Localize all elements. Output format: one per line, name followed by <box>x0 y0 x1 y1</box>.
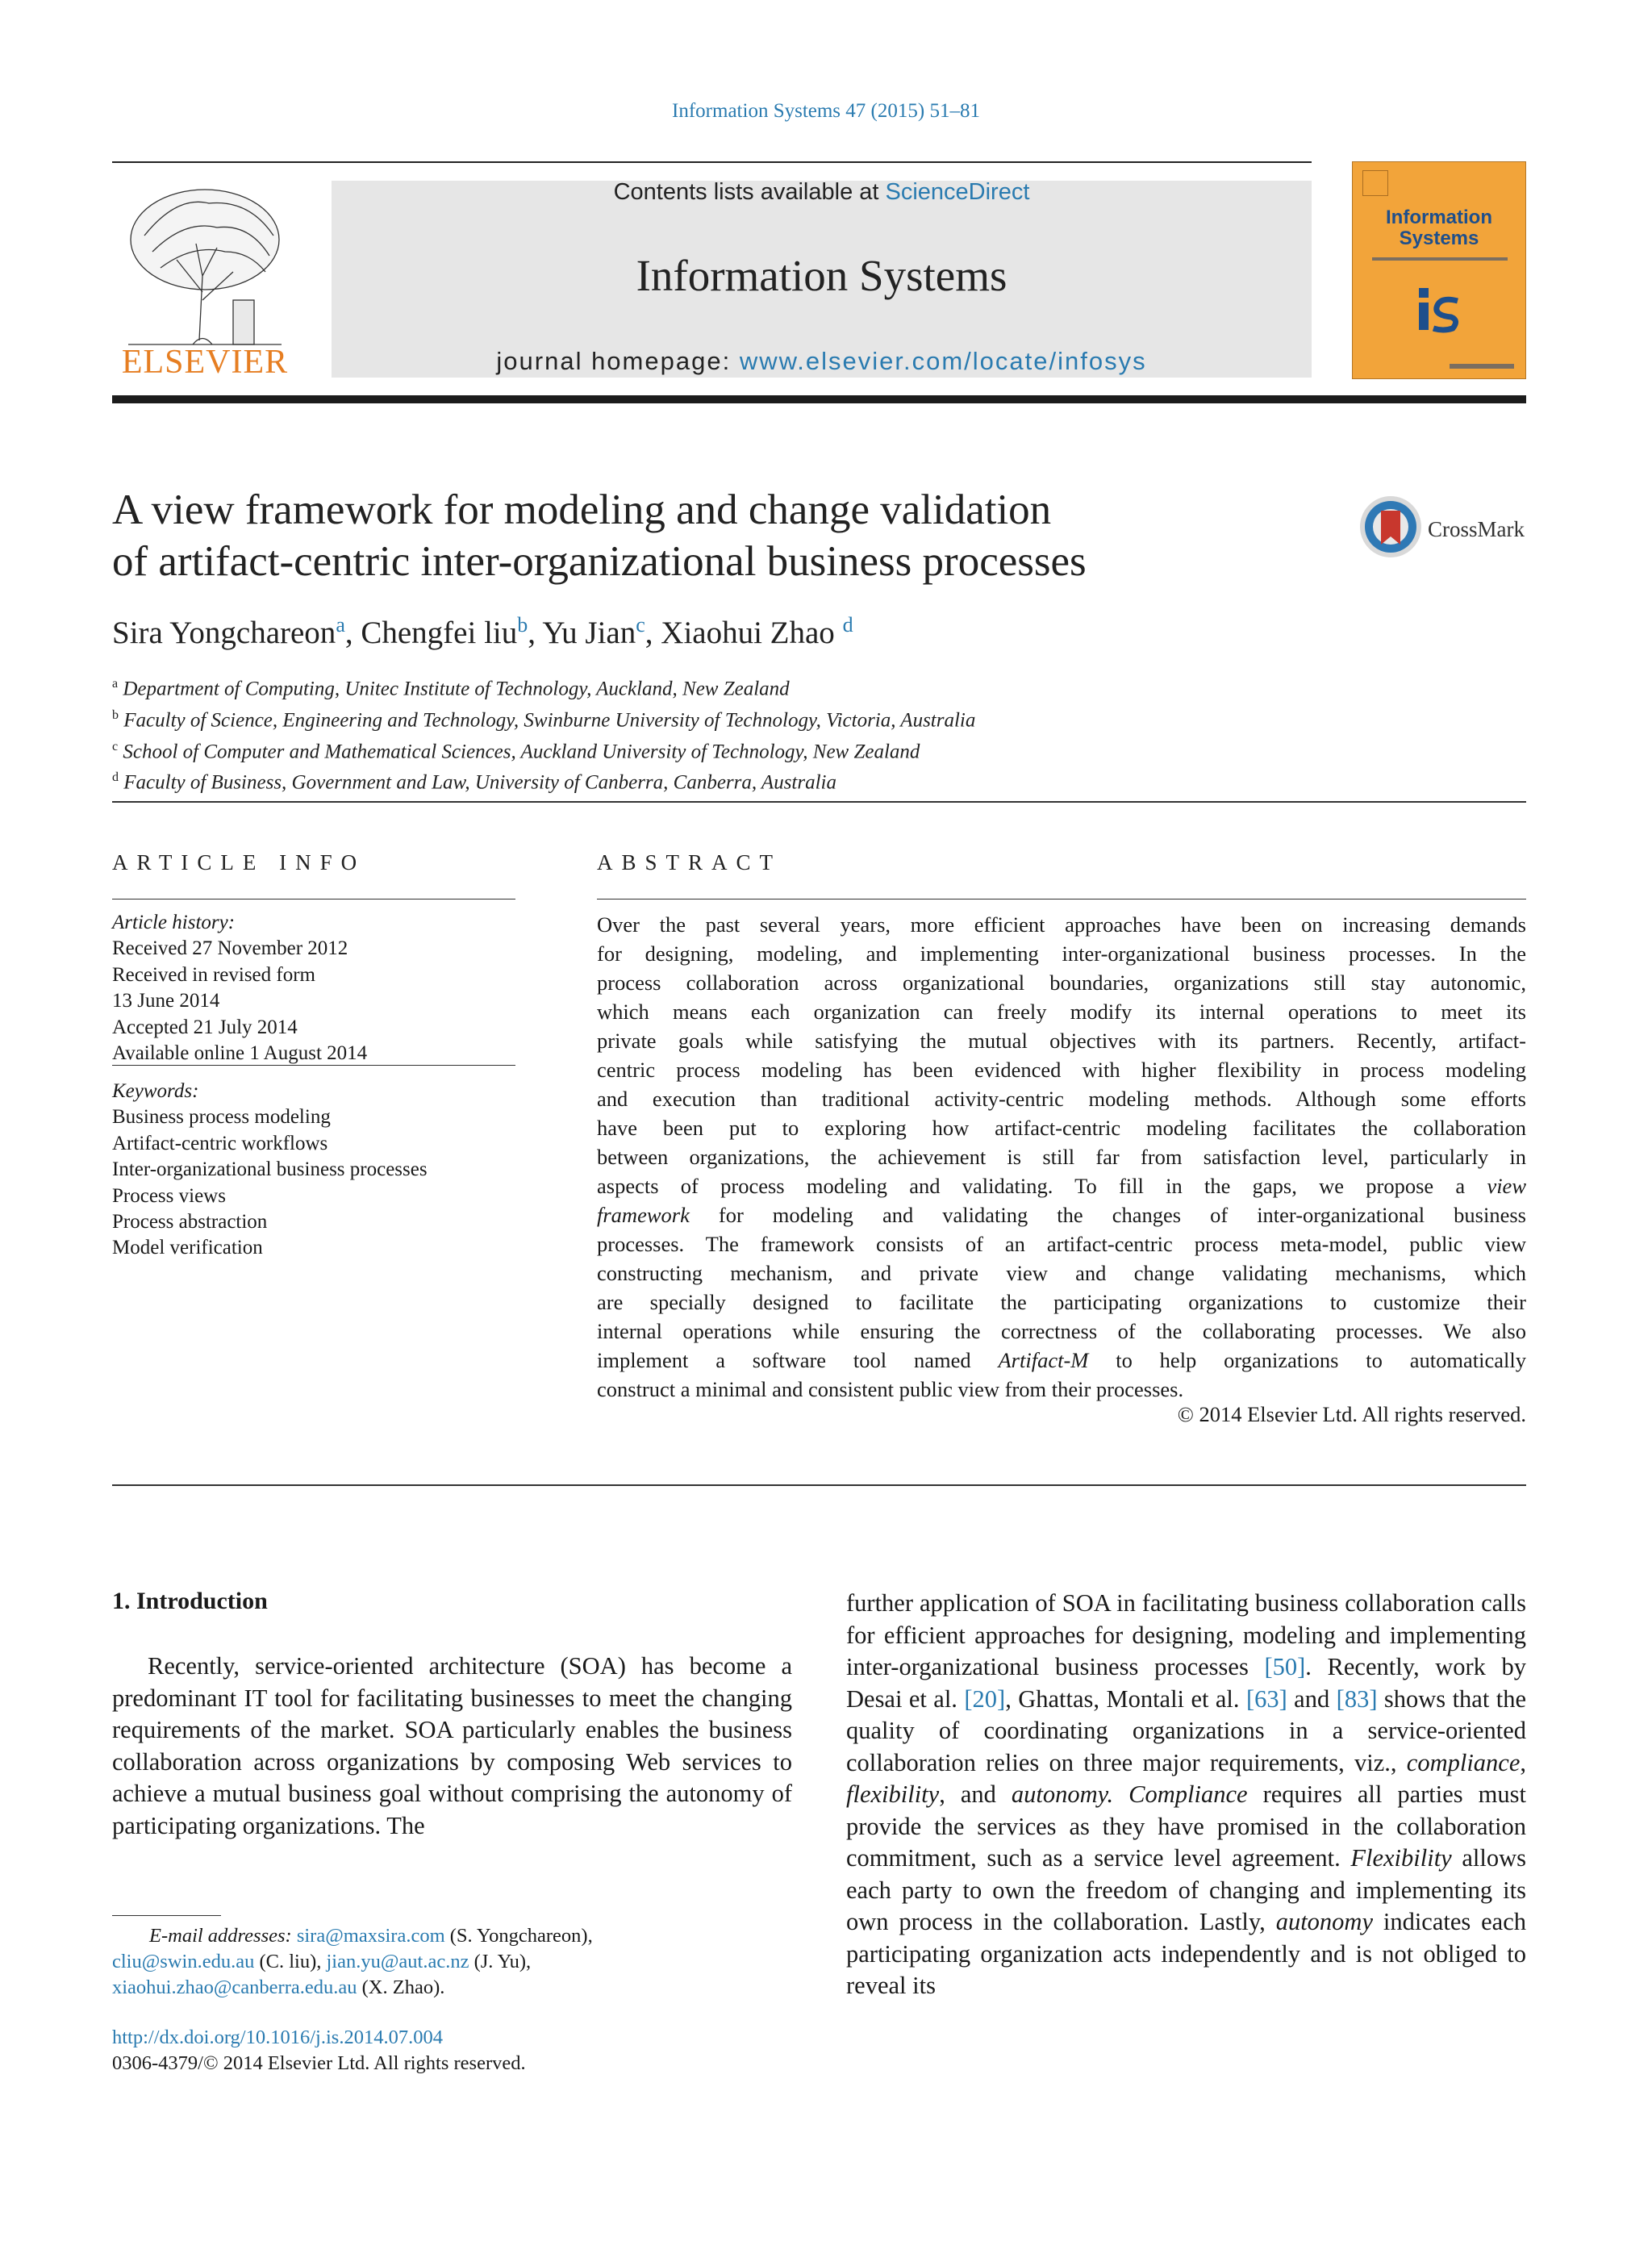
section-heading-introduction: 1. Introduction <box>112 1588 268 1614</box>
affiliation-b: $^b$ Faculty of Science, Engineering and Technology, Swinburne University of Technology, Victoria, Australia <box>112 708 976 732</box>
keyword-item: Business process modeling <box>112 1106 331 1129</box>
affiliation-c: $^c$ School of Computer and Mathematical Sciences, Auckland University of Technology, New Zealand <box>112 739 920 762</box>
body-column-right <box>846 1588 1526 2002</box>
author-1: Sira Yongchareon$^a$, <box>112 613 361 650</box>
author-list <box>112 613 853 651</box>
cover-subtitle-bar <box>1372 257 1508 261</box>
body-column-left <box>112 1651 792 1842</box>
keyword-item: Model verification <box>112 1237 263 1259</box>
email-link[interactable]: sira@maxsira.com <box>296 1925 445 1947</box>
footnote-rule <box>112 1915 221 1916</box>
divider <box>112 801 1526 803</box>
doi-link[interactable]: http://dx.doi.org/10.1016/j.is.2014.07.004 <box>112 2027 443 2048</box>
history-label: Article history: <box>112 912 236 933</box>
abstract-text: Over the past several years, more efficient approaches have been on increasing demands for designing, modeling, and implementing inter-organizational business processes. In the process collaboration across organizational boundaries, organizations still stay autonomic, which means each organization can freely modify its internal operations to meet its private goals while satisfying the mutual objectives with its partners. Recently, artifact- centric process modeling has been evidenced with higher flexibility in process modeling and execution than traditional activity-centric modeling methods. Although some efforts have been put to exploring how artifact-centric modeling facilitates the collaboration between organizations, the achievement is still far from satisfaction level, particularly in aspects of process modeling and validating. To fill in the gaps, we propose a view framework for modeling and validating the changes of inter-organizational business processes. The framework consists of an artifact-centric process meta-model, public view constructing mechanism, and private view and change validating mechanisms, which are specially designed to facilitate the participating organizations to customize their internal operations while ensuring the correctness of the collaborating processes. We also implement a software tool named Artifact-M to help organizations to automatically construct a minimal and consistent public view from their processes. <box>597 912 1526 1401</box>
divider <box>597 899 1526 900</box>
email-link[interactable]: jian.yu@aut.ac.nz <box>326 1951 469 1972</box>
author-3-affil-link[interactable]: c <box>636 613 645 637</box>
divider <box>112 899 515 900</box>
article-title: A view framework for modeling and change validation of artifact-centric inter-organizational business processes <box>112 486 1087 585</box>
citation-link-20[interactable]: [20] <box>964 1684 1006 1713</box>
cover-footer-bar <box>1450 364 1514 369</box>
history-item: Received 27 November 2012 <box>112 937 348 960</box>
author-2-affil-link[interactable]: b <box>517 613 528 637</box>
author-4-affil-link[interactable]: d <box>842 613 853 637</box>
abstract-copyright: © 2014 Elsevier Ltd. All rights reserved. <box>1177 1402 1526 1426</box>
journal-title: Information Systems <box>636 251 1007 300</box>
affiliations <box>112 671 1483 796</box>
history-item: Received in revised form <box>112 963 315 986</box>
email-link[interactable]: xiaohui.zhao@canberra.edu.au <box>112 1976 357 1998</box>
sciencedirect-link[interactable]: ScienceDirect <box>885 179 1030 205</box>
citation-link-83[interactable]: [83] <box>1336 1684 1378 1713</box>
keywords-label: Keywords: <box>112 1080 199 1102</box>
divider <box>112 1065 515 1066</box>
paragraph: Recently, service-oriented architecture (SOA) has become a predominant IT tool for facilitating businesses to meet the changing requirements of the market. SOA particularly enables the business collaboration across organizations by composing Web services to achieve a mutual business goal without comprising the autonomy of participating organizations. The <box>112 1652 792 1839</box>
divider <box>112 1484 1526 1486</box>
crossmark-label: CrossMark <box>1428 517 1525 541</box>
article-info-heading: ARTICLE INFO <box>112 850 366 874</box>
top-rule <box>112 161 1312 163</box>
affiliation-d: $^d$ Faculty of Business, Government and Law, University of Canberra, Canberra, Australia <box>112 770 837 794</box>
history-item: Available online 1 August 2014 <box>112 1042 368 1065</box>
journal-cover[interactable] <box>1352 161 1526 379</box>
citation-link-63[interactable]: [63] <box>1245 1684 1287 1713</box>
email-link[interactable]: cliu@swin.edu.au <box>112 1951 255 1972</box>
history-item: Accepted 21 July 2014 <box>112 1016 298 1038</box>
crossmark-icon <box>1360 496 1421 557</box>
footnote-emails: E-mail addresses: sira@maxsira.com (S. Yongchareon), cliu@swin.edu.au (C. liu), jian.yu@aut.ac.nz (J. Yu), xiaohui.zhao@canberra.edu.au (X. Zhao). <box>112 1925 593 1998</box>
keyword-item: Inter-organizational business processes <box>112 1158 428 1181</box>
issn-line: 0306-4379/© 2014 Elsevier Ltd. All rights reserved. <box>112 2052 526 2074</box>
author-1-affil-link[interactable]: a <box>336 613 345 637</box>
author-2: Chengfei liu$^b$, <box>361 613 543 650</box>
keyword-item: Process abstraction <box>112 1211 268 1233</box>
history-item: 13 June 2014 <box>112 990 220 1012</box>
affiliation-a: $^a$ Department of Computing, Unitec Institute of Technology, Auckland, New Zealand <box>112 677 790 700</box>
homepage-link[interactable]: www.elsevier.com/locate/infosys <box>739 347 1147 375</box>
abstract-heading: ABSTRACT <box>597 850 782 874</box>
elsevier-tree-icon <box>112 179 298 379</box>
author-3: Yu Jian$^c$, <box>542 613 661 650</box>
cover-is-logo-icon <box>1416 285 1464 333</box>
contents-line: Contents lists available at ScienceDirect <box>613 179 1030 205</box>
author-4: Xiaohui Zhao $^d$ <box>661 613 853 650</box>
journal-reference[interactable]: Information Systems 47 (2015) 51–81 <box>672 100 980 122</box>
header-thick-rule <box>112 395 1526 403</box>
crossmark-button[interactable] <box>1358 495 1526 559</box>
article-history <box>112 910 515 1066</box>
keyword-item: Process views <box>112 1184 226 1207</box>
keyword-item: Artifact-centric workflows <box>112 1132 328 1154</box>
elsevier-wordmark: ELSEVIER <box>121 344 289 379</box>
cover-publisher-mark <box>1362 170 1388 196</box>
keywords <box>112 1079 515 1262</box>
paragraph: further application of SOA in facilitating business collaboration calls for efficient approaches for designing, modeling and implementing inter-organizational business processes [50]. Recently, work by Desai et al. [20], Ghattas, Montali et al. [63] and [83] shows that the quality of coordinating organizations in a service-oriented collaboration relies on three major requirements, viz., compliance, flexibility, and autonomy. Compliance requires all parties must provide the services as they have promised in the collaboration commitment, such as a service level agreement. Flexibility allows each party to own the freedom of changing and implementing its own process in the collaboration. Lastly, autonomy indicates each participating organization acts independently and is not obliged to reveal its <box>846 1589 1527 1999</box>
citation-link-50[interactable]: [50] <box>1264 1653 1306 1680</box>
cover-title: Information Systems <box>1386 207 1492 249</box>
doi-block <box>112 2025 526 2077</box>
homepage-line: journal homepage: www.elsevier.com/locate/infosys <box>496 347 1147 375</box>
elsevier-logo[interactable] <box>112 179 298 379</box>
